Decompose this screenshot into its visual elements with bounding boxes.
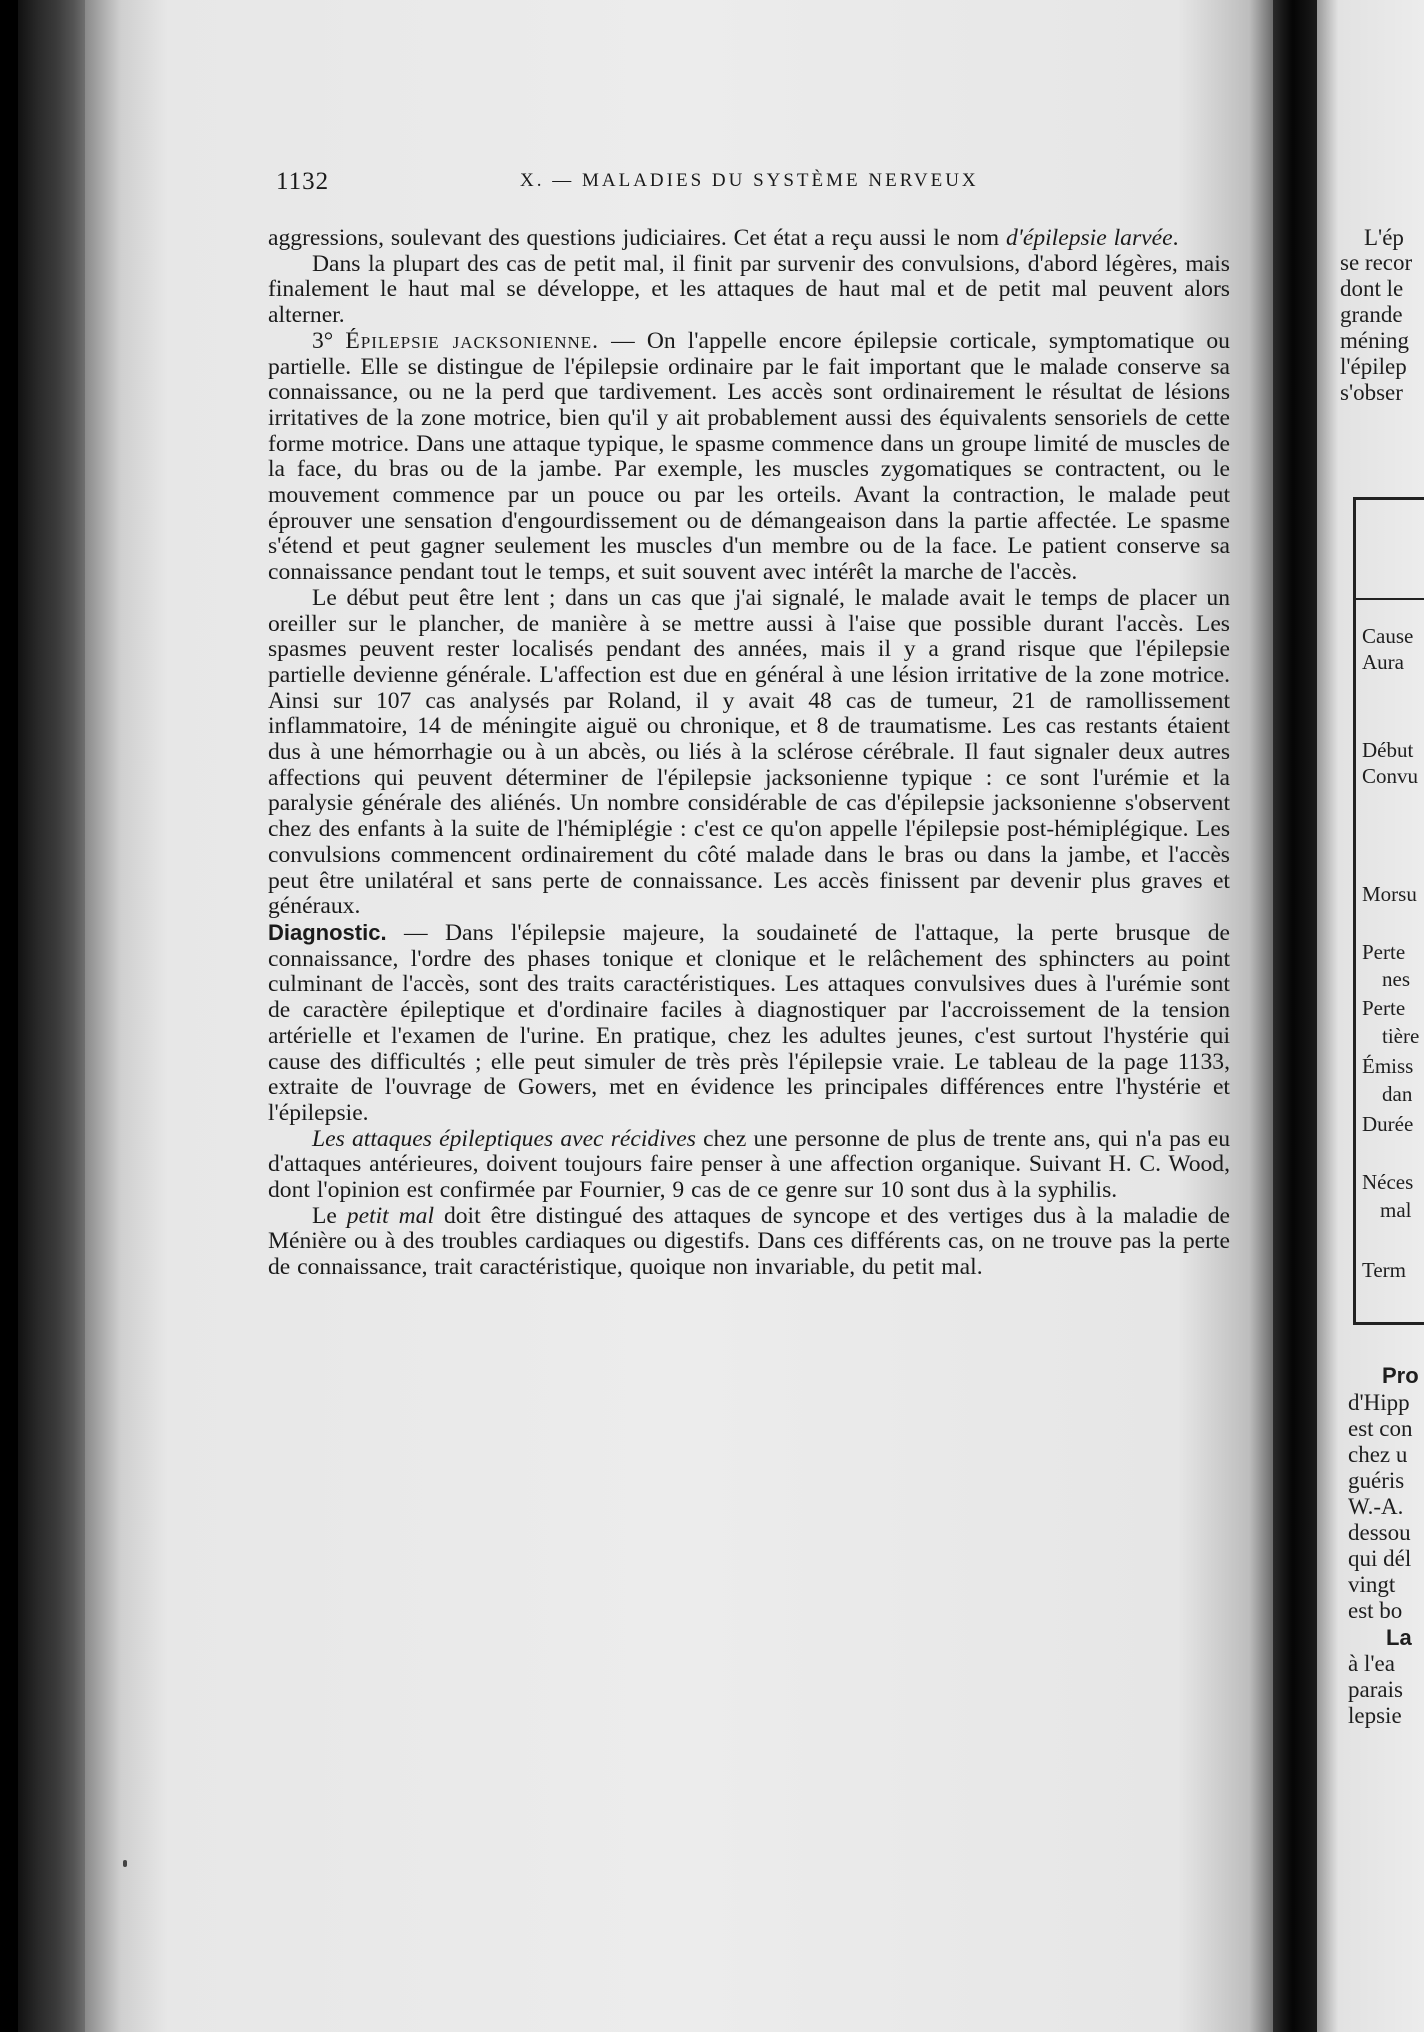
- right-line: L'ép: [1364, 225, 1404, 250]
- paragraph-5-text: — Dans l'épilepsie majeure, la soudaineté de l'attaque, la perte brusque de connaissance, l'ordre des phases tonique et clonique et le relâchement des sphincters au point culminant de l'accès, sont des traits caractéristiques. Les attaques convulsives dues à l'urémie sont de caractère épileptique et d'ordinaire faciles à diagnostiquer par l'accroissement de la tension artérielle et l'examen de l'urine. En pratique, chez les adultes jeunes, c'est surtout l'hystérie qui cause des difficultés ; elle peut simuler de très près l'épilepsie vraie. Le tableau de la page 1133, extraite de l'ouvrage de Gowers, met en évidence les principales différences entre l'hystérie et l'épilepsie.: [268, 919, 1230, 1126]
- paragraph-7-start: Le: [312, 1202, 347, 1229]
- table-cell: Néces: [1362, 1170, 1414, 1194]
- right-line: dont le: [1340, 276, 1404, 301]
- table-cell: Term: [1362, 1258, 1407, 1282]
- right-line: vingt: [1348, 1572, 1396, 1597]
- paragraph-2: Dans la plupart des cas de petit mal, il finit par survenir des convulsions, d'abord légères, mais finalement le haut mal se développe, et les attaques de haut mal et de petit mal peuvent alors alterner.: [268, 250, 1230, 329]
- section-number: 3°: [312, 327, 334, 354]
- paragraph-7: [268, 1204, 1230, 1281]
- right-line: se recor: [1340, 250, 1413, 275]
- table-cell: Perte: [1362, 940, 1406, 964]
- right-line: grande: [1340, 302, 1403, 327]
- table-cell: Émiss: [1362, 1054, 1414, 1078]
- book-spine: [18, 0, 88, 2032]
- paragraph-6: [268, 1127, 1230, 1204]
- paragraph-1: [268, 226, 1230, 252]
- term-petit-mal: petit mal: [346, 1202, 435, 1229]
- paragraph-3: [268, 329, 1230, 586]
- paragraph-3-text: — On l'appelle encore épilepsie corticale, symptomatique ou partielle. Elle se distingue de l'épilepsie ordinaire par le fait important que le malade conserve sa connaissance, ou ne la perd que tardivement. Les accès sont ordinairement le résultat de lésions irritatives de la zone motrice, bien qu'il y ait probablement aussi des équivalents sensoriels de cette forme motrice. Dans une attaque typique, le spasme commence dans un groupe limité de muscles de la face, du bras ou de la jambe. Par exemple, les muscles zygomatiques se contractent, ou le mouvement commence par un pouce ou par les orteils. Avant la contraction, le malade peut éprouver une sensation d'engourdissement ou de démangeaison dans la partie affectée. Le spasme s'étend et peut gagner seulement les muscles d'un membre ou de la face. Le patient conserve sa connaissance pendant tout le temps, et suit souvent avec intérêt la marche de l'accès.: [268, 327, 1230, 586]
- right-line: est bo: [1348, 1598, 1403, 1623]
- page-gutter: [1273, 0, 1317, 2032]
- right-line: méning: [1340, 328, 1409, 353]
- right-line: qui dél: [1348, 1546, 1412, 1571]
- table-cell: Perte: [1362, 996, 1406, 1020]
- right-line: s'obser: [1340, 380, 1403, 405]
- paper-speck: [123, 1860, 127, 1867]
- table-cell: Aura: [1362, 650, 1404, 674]
- table-header-rule: [1356, 598, 1424, 600]
- right-line: parais: [1348, 1677, 1403, 1702]
- diagnostic-heading: Diagnostic.: [268, 919, 387, 945]
- table-cell: tière: [1382, 1024, 1420, 1048]
- paragraph-4: Le début peut être lent ; dans un cas que j'ai signalé, le malade avait le temps de placer un oreiller sur le plancher, de manière à se mettre aussi à l'aise que possible durant l'accès. Les spasmes peuvent rester localisés pendant des années, mais il y a grand risque que l'épilepsie partielle devienne générale. L'affection est due en général à une lésion irritative de la zone motrice. Ainsi sur 107 cas analysés par Roland, il y avait 48 cas de tumeur, 21 de ramollissement inflammatoire, 14 de méningite aiguë ou chronique, et 8 de traumatisme. Les cas restants étaient dus à une hémorrhagie ou à un abcès, ou liés à la sclérose cérébrale. Il faut signaler deux autres affections qui peuvent déterminer de l'épilepsie jacksonienne typique : ce sont l'urémie et la paralysie générale des aliénés. Un nombre considérable de cas d'épilepsie jacksonienne s'observent chez des enfants à la suite de l'hémiplégie : c'est ce qu'on appelle l'épilepsie post-hémiplégique. Les convulsions commencent ordinairement du côté malade dans le bras ou dans la jambe, et l'accès peut être unilatéral et sans perte de connaissance. Les accès finissent par devenir plus graves et généraux.: [268, 584, 1230, 920]
- table-cell: Morsu: [1362, 882, 1417, 906]
- right-line: l'épilep: [1340, 354, 1407, 379]
- right-line: à l'ea: [1348, 1651, 1395, 1676]
- paragraph-1-end: .: [1172, 225, 1179, 251]
- table-cell: Convu: [1362, 764, 1419, 788]
- table-cell: nes: [1382, 967, 1410, 991]
- paragraph-7-text: doit être distingué des attaques de syncope et des vertiges dus à la maladie de Ménière ou à des troubles cardiaques ou digestifs. Dans ces différents cas, on ne trouve pas la perte de connaissance, trait caractéristique, quoique non invariable, du petit mal.: [268, 1202, 1230, 1281]
- right-line: d'Hipp: [1348, 1390, 1410, 1415]
- paragraph-5: [268, 920, 1230, 1127]
- right-line: dessou: [1348, 1520, 1411, 1545]
- paragraph-1-text: aggressions, soulevant des questions judiciaires. Cet état a reçu aussi le nom: [268, 225, 1006, 251]
- page-number: 1132: [276, 168, 330, 195]
- table-cell: dan: [1382, 1082, 1413, 1106]
- italic-phrase-attaques: Les attaques épileptiques avec récidives: [312, 1125, 696, 1152]
- body-text: [268, 226, 1230, 1281]
- table-cell: Durée: [1362, 1112, 1414, 1136]
- page-header: [0, 168, 1424, 204]
- right-line: est con: [1348, 1416, 1413, 1441]
- table-cell: Début: [1362, 738, 1414, 762]
- right-heading: Pro: [1382, 1363, 1419, 1388]
- table-cell: mal: [1380, 1198, 1412, 1222]
- right-line: lepsie: [1348, 1703, 1402, 1728]
- table-cell: Cause: [1362, 624, 1414, 648]
- right-line: W.-A.: [1348, 1494, 1404, 1519]
- paragraph-6-text: chez une personne de plus de trente ans, qui n'a pas eu d'attaques antérieures, doivent toujours faire penser à une affection organique. Suivant H. C. Wood, dont l'opinion est confirmée par Fournier, 9 cas de ce genre sur 10 sont dus à la syphilis.: [268, 1125, 1230, 1204]
- right-line: La: [1386, 1625, 1412, 1650]
- running-head: X. — MALADIES DU SYSTÈME NERVEUX: [520, 170, 979, 191]
- right-line: chez u: [1348, 1442, 1408, 1467]
- section-heading-jacksonienne: Épilepsie jacksonienne.: [345, 327, 600, 354]
- right-line: guéris: [1348, 1468, 1405, 1493]
- term-epilepsie-larvee: d'épilepsie larvée: [1006, 225, 1173, 251]
